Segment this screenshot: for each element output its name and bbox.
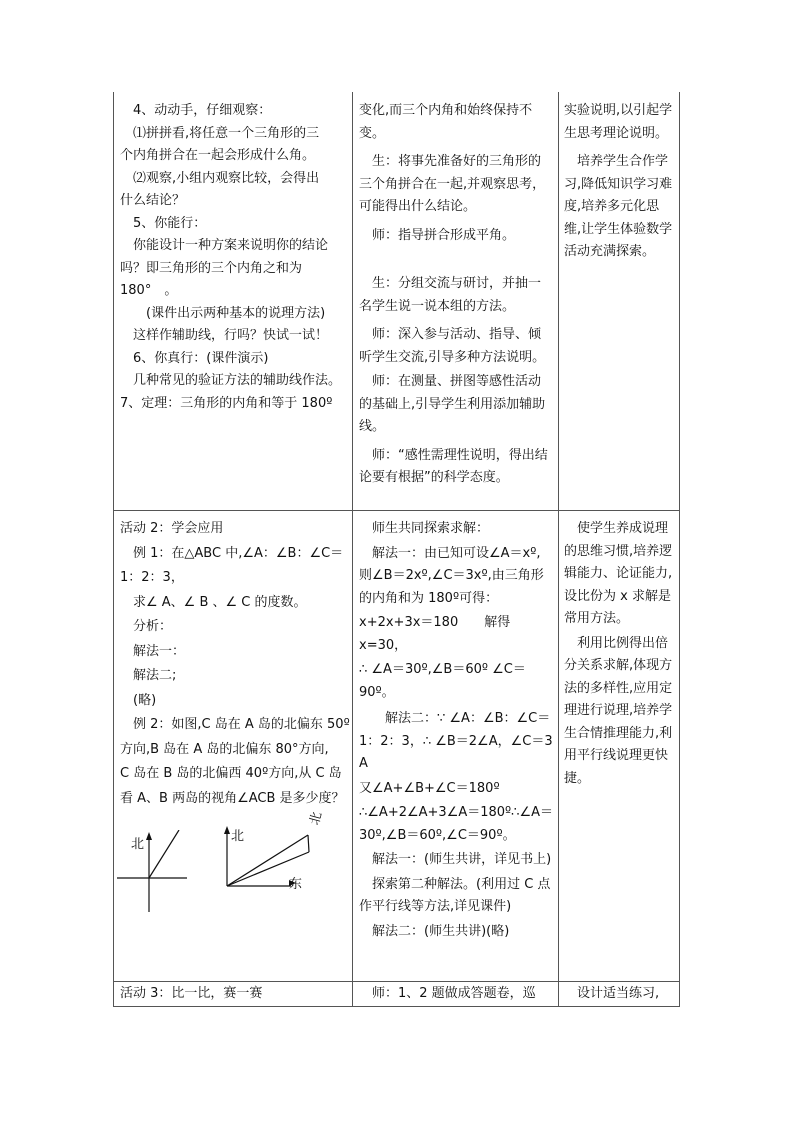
- text-line: 个内角拼合在一起会形成什么角。: [120, 148, 316, 163]
- island-triangle-figure: [211, 808, 341, 890]
- row3-purpose-cell: [564, 983, 676, 1006]
- text-line: 师：“感性需理性说明，得出结论要有根据”的科学态度。: [359, 447, 548, 485]
- table-border-bottom: [113, 1006, 680, 1007]
- text-line: 解法二：(师生共讲)(略): [359, 923, 510, 939]
- text-line: ∴∠A+2∠A+3∠A＝180º∴∠A＝30º,∠B＝60º,∠C＝90º。: [359, 805, 553, 843]
- east-arrowhead: [289, 880, 296, 886]
- text-line: 师：1、2 题做成答题卷，巡: [359, 986, 536, 1001]
- text-line: 师：深入参与活动、指导、倾听学生交流,引导多种方法说明。: [359, 327, 546, 365]
- north-arrowhead: [146, 832, 152, 840]
- row3-process-cell: [120, 983, 350, 1006]
- text-line: C 岛在 B 岛的北偏西 40º方向,从 C 岛: [120, 766, 342, 781]
- row2-purpose-cell: [564, 518, 676, 790]
- side-bc: [308, 835, 309, 852]
- text-line: 180° 。: [120, 283, 178, 298]
- text-line: ⑵观察,小组内观察比较，会得出: [120, 170, 320, 186]
- row2-activity-cell: [359, 518, 553, 943]
- text-line: x+2x+3x＝180 解得 x=30，: [359, 615, 511, 653]
- north-label-b: 北: [307, 810, 326, 827]
- text-line: 方向,B 岛在 A 岛的北偏东 80°方向,: [120, 741, 329, 757]
- row1-activity-cell: [359, 100, 553, 490]
- a-north-arrowhead: [224, 826, 230, 834]
- text-line: 例 1：在△ABC 中,∠A：∠B：∠C＝: [120, 545, 344, 561]
- lesson-table: [113, 92, 680, 1007]
- text-line: 探索第二种解法。(利用过 C 点作平行线等方法,详见课件): [359, 876, 551, 914]
- text-line: 变化,而三个内角和始终保持不变。: [359, 103, 533, 141]
- text-line: 生：分组交流与研讨，并抽一名学生说一说本组的方法。: [359, 276, 542, 314]
- text-line: ∴ ∠A＝30º,∠B＝60º ∠C＝90º。: [359, 662, 526, 700]
- north-axes-figure: [115, 830, 195, 918]
- text-line: 吗？即三角形的三个内角之和为: [120, 260, 303, 276]
- text-line: 活动 3：比一比，赛一赛: [120, 986, 263, 1001]
- row3-activity-cell: [359, 983, 553, 1006]
- row1-process-cell: [120, 100, 350, 415]
- text-line: 解法一：: [120, 643, 186, 659]
- row2-process-cell: [120, 518, 350, 810]
- text-line: (略): [120, 692, 157, 708]
- text-line: 设计适当练习,: [564, 986, 660, 1001]
- text-line: 生：将事先准备好的三角形的三个角拼合在一起,并观察思考，可能得出什么结论。: [359, 154, 546, 214]
- text-line: 你能设计一种方案来说明你的结论: [120, 238, 329, 253]
- text-line: ⑴拼拼看,将任意一个三角形的三: [120, 125, 320, 141]
- row-divider-2: [113, 981, 680, 982]
- row1-purpose-cell: [564, 100, 676, 264]
- text-line: 解法二：∵ ∠A：∠B：∠C＝1：2：3，∴ ∠B＝2∠A，∠C＝3 A: [359, 711, 553, 771]
- text-line: 4、动动手，仔细观察：: [120, 103, 272, 118]
- text-line: 看 A、B 两岛的视角∠ACB 是多少度？: [120, 790, 345, 806]
- text-line: 6、你真行：(课件演示): [120, 350, 269, 366]
- text-line: 5、你能行：: [120, 215, 207, 231]
- text-line: 什么结论？: [120, 193, 186, 208]
- text-line: [359, 247, 553, 269]
- text-line: 培养学生合作学习,降低知识学习难度,培养多元化思维,让学生体验数学活动充满探索。: [564, 154, 673, 259]
- east-label: 东: [289, 877, 303, 892]
- table-divider-1: [352, 92, 353, 1007]
- north-label-a: 北: [231, 829, 245, 844]
- text-line: 师：指导拼合形成平角。: [359, 227, 516, 243]
- table-border-right: [679, 92, 680, 1007]
- table-border-left: [113, 92, 114, 1007]
- text-line: 7、定理：三角形的内角和等于 180º: [120, 395, 333, 411]
- text-line: 解法一：(师生共讲，详见书上): [359, 852, 552, 867]
- text-line: 例 2：如图,C 岛在 A 岛的北偏东 50º: [120, 717, 350, 732]
- text-line: 实验说明,以引起学生思考理论说明。: [564, 103, 673, 141]
- text-line: 利用比例得出倍分关系求解,体现方法的多样性,应用定理进行说理,培养学生合情推理能力,利用平行线说理更快捷。: [564, 635, 673, 786]
- text-line: 几种常见的验证方法的辅助线作法。: [120, 373, 342, 388]
- text-line: 解法一：由已知可设∠A＝xº,则∠B＝2xº,∠C＝3xº,由三角形的内角和为 180º可得：: [359, 545, 544, 606]
- text-line: 求∠ A、∠ B 、∠ C 的度数。: [120, 594, 307, 610]
- text-line: 又∠A+∠B+∠C＝180º: [359, 780, 500, 796]
- north-label: 北: [131, 837, 145, 852]
- text-line: 活动 2：学会应用: [120, 521, 224, 536]
- bearing-ray: [149, 830, 179, 878]
- text-line: 使学生养成说理的思维习惯,培养逻辑能力、论证能力,设比份为 x 求解是常用方法。: [564, 521, 673, 626]
- row-divider-1: [113, 510, 680, 511]
- text-line: (课件出示两种基本的说理方法): [120, 305, 326, 321]
- text-line: 师：在测量、拼图等感性活动的基础上,引导学生利用添加辅助线。: [359, 374, 546, 434]
- text-line: 分析：: [120, 619, 173, 634]
- text-line: 1：2：3，: [120, 570, 184, 585]
- table-divider-2: [558, 92, 559, 1007]
- text-line: 师生共同探索求解：: [359, 521, 490, 536]
- text-line: 这样作辅助线，行吗？快试一试！: [120, 328, 329, 343]
- text-line: 解法二;: [120, 668, 177, 683]
